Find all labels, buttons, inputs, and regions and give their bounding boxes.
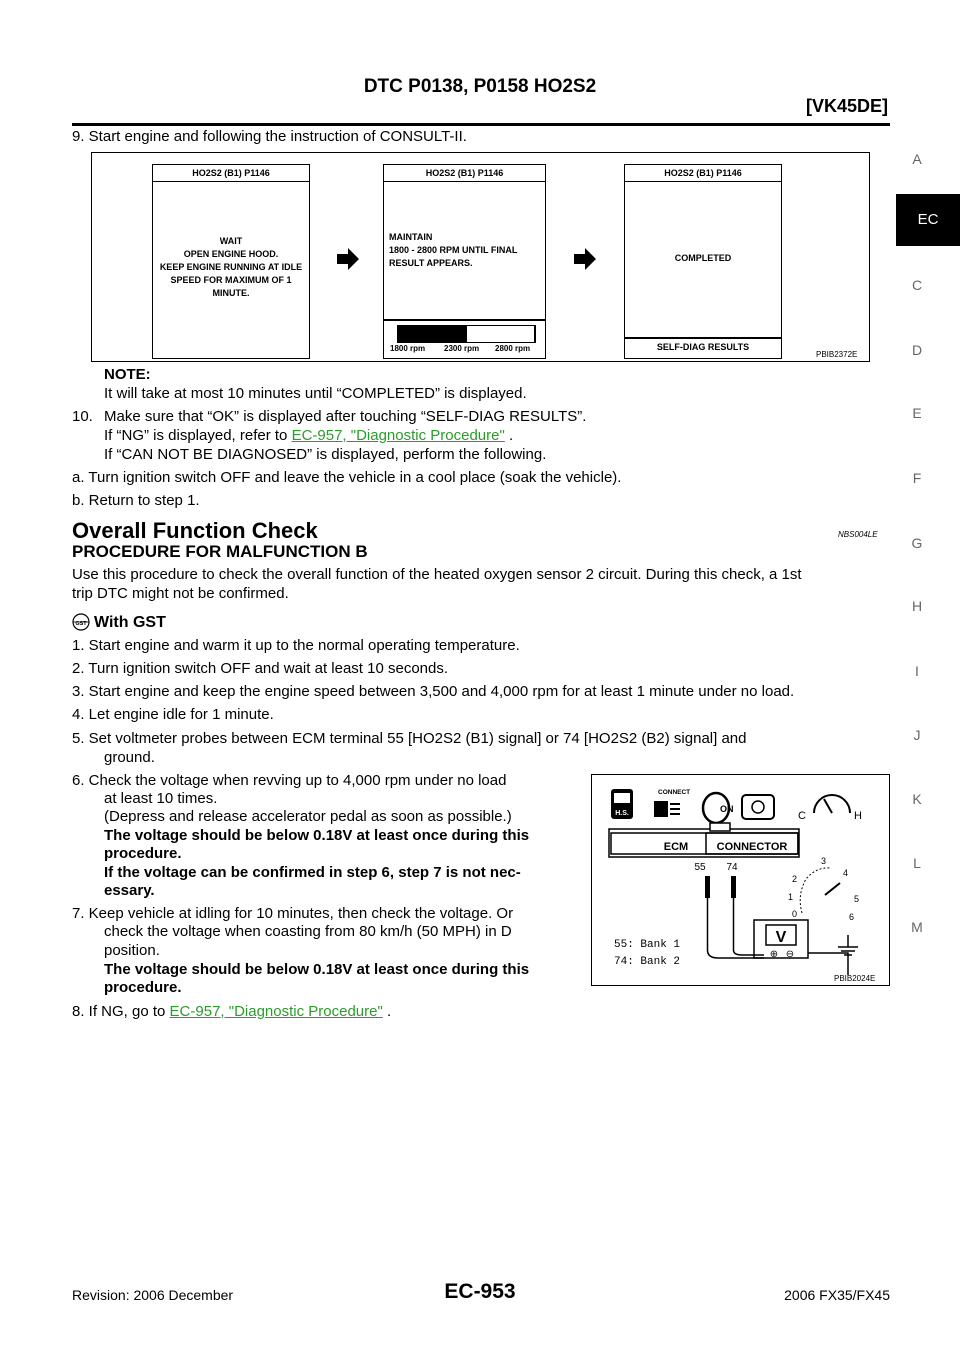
engine-icon	[742, 795, 774, 819]
footer-model: 2006 FX35/FX45	[784, 1287, 890, 1303]
tach-2: 2	[792, 874, 798, 884]
ignition-key-icon	[703, 793, 734, 823]
hand-tool-icon	[611, 789, 633, 819]
side-index-d[interactable]: D	[911, 342, 923, 358]
connect-plug-icon	[654, 789, 690, 817]
step-9: 9. Start engine and following the instruction of CONSULT-II.	[72, 128, 467, 145]
rpm-label-high: 2800 rpm	[495, 344, 531, 353]
gauge-c-label: C	[798, 810, 806, 822]
step-7-line-3: position.	[104, 942, 160, 959]
legend-bank-1: 55: Bank 1	[614, 939, 681, 951]
side-index-l[interactable]: L	[913, 855, 921, 871]
diagnostic-procedure-link[interactable]: EC-957, "Diagnostic Procedure"	[291, 427, 505, 444]
step-8	[72, 1003, 391, 1021]
side-index-g[interactable]: G	[911, 535, 923, 551]
connect-label: CONNECT	[658, 789, 691, 796]
screen-title: HO2S2 (B1) P1146	[384, 165, 545, 182]
side-index-a[interactable]: A	[912, 151, 922, 167]
step-6-line-3: (Depress and release accelerator pedal as soon as possible.)	[104, 808, 512, 825]
consult-screen-wait	[152, 164, 310, 359]
screen-line: SPEED FOR MAXIMUM OF 1 MINUTE.	[170, 275, 292, 298]
gst-label: With GST	[94, 614, 166, 631]
consult-screen-maintain	[383, 164, 546, 359]
hs-label: H.S.	[615, 810, 629, 817]
step-4: 4. Let engine idle for 1 minute.	[72, 706, 274, 723]
side-index-k[interactable]: K	[912, 791, 922, 807]
step-10-line-1: Make sure that “OK” is displayed after touching “SELF-DIAG RESULTS”.	[104, 408, 587, 425]
step-10-line-3: If “CAN NOT BE DIAGNOSED” is displayed, perform the following.	[104, 446, 547, 463]
screen-title: HO2S2 (B1) P1146	[153, 165, 309, 182]
note-label: NOTE:	[104, 366, 151, 383]
self-diag-results-button[interactable]: SELF-DIAG RESULTS	[656, 342, 750, 352]
step-6-line-2: at least 10 times.	[104, 790, 218, 807]
footer-revision: Revision: 2006 December	[72, 1287, 234, 1303]
temperature-gauge-icon	[798, 795, 862, 822]
step-1: 1. Start engine and warm it up to the normal operating temperature.	[72, 637, 520, 654]
text: .	[504, 427, 514, 444]
side-index-f[interactable]: F	[912, 470, 922, 486]
step-6-line-1: 6. Check the voltage when revving up to 4,000 rpm under no load	[72, 772, 507, 789]
side-index-h[interactable]: H	[911, 598, 923, 614]
screen-line: WAIT	[219, 236, 243, 246]
rpm-progress-bar	[397, 325, 536, 343]
rpm-label-low: 1800 rpm	[390, 344, 426, 353]
step-7-line-2: check the voltage when coasting from 80 km/h (50 MPH) in D	[104, 923, 512, 940]
side-index-c[interactable]: C	[911, 277, 923, 293]
tach-0: 0	[792, 909, 798, 919]
tach-3: 3	[821, 856, 827, 866]
consult-screen-completed	[624, 164, 782, 359]
terminal-74-label: 74	[726, 862, 738, 873]
step-5-line-2: ground.	[104, 749, 155, 766]
screen-line: 1800 - 2800 RPM UNTIL FINAL	[389, 245, 518, 255]
intro-line-2: trip DTC might not be confirmed.	[72, 585, 289, 602]
gauge-h-label: H	[854, 810, 862, 822]
side-index-e[interactable]: E	[912, 405, 922, 421]
wiring-diagram	[592, 775, 889, 985]
consult-screens-figure	[91, 152, 870, 362]
step-6-bold-3: If the voltage can be confirmed in step 6, step 7 is not nec-	[104, 864, 521, 881]
note-text: It will take at most 10 minutes until “COMPLETED” is displayed.	[104, 385, 527, 402]
step-a: a. Turn ignition switch OFF and leave the vehicle in a cool place (soak the vehicle).	[72, 469, 622, 486]
procedure-heading: PROCEDURE FOR MALFUNCTION B	[72, 542, 368, 561]
voltmeter-v-label: V	[775, 929, 787, 946]
screen-line: RESULT APPEARS.	[389, 258, 473, 268]
step-3: 3. Start engine and keep the engine speed between 3,500 and 4,000 rpm for at least 1 minute under no load.	[72, 683, 795, 700]
terminal-55-label: 55	[694, 862, 706, 873]
arrow-right-icon	[574, 248, 596, 270]
diagnostic-procedure-link[interactable]: EC-957, "Diagnostic Procedure"	[169, 1003, 383, 1020]
completed-text: COMPLETED	[674, 253, 732, 263]
arrow-right-icon	[337, 248, 359, 270]
text: 8. If NG, go to	[72, 1003, 170, 1020]
screen-line: OPEN ENGINE HOOD.	[183, 249, 279, 259]
connector-label: CONNECTOR	[716, 841, 788, 853]
page-number: EC-953	[444, 1280, 516, 1303]
page-title: DTC P0138, P0158 HO2S2	[363, 76, 597, 97]
tach-6: 6	[849, 912, 855, 922]
step-6-bold-2: procedure.	[104, 845, 182, 862]
section-heading: Overall Function Check	[72, 518, 318, 543]
screen-title: HO2S2 (B1) P1146	[625, 165, 781, 182]
text: .	[382, 1003, 392, 1020]
step-6-bold-4: essary.	[104, 882, 155, 899]
legend-bank-2: 74: Bank 2	[614, 956, 681, 968]
step-7-bold-2: procedure.	[104, 979, 182, 996]
step-10-number: 10.	[72, 408, 93, 425]
gst-icon-text: GST	[75, 621, 87, 627]
step-5-line-1: 5. Set voltmeter probes between ECM terminal 55 [HO2S2 (B1) signal] or 74 [HO2S2 (B2) signal] and	[72, 730, 747, 747]
tachometer-icon	[788, 856, 859, 922]
header-rule	[72, 123, 890, 126]
step-7-bold-1: The voltage should be below 0.18V at least once during this	[104, 961, 530, 978]
figure-id: PBIB2024E	[834, 974, 876, 983]
rpm-progress-fill	[398, 326, 467, 342]
page-subtitle: [VK45DE]	[805, 96, 888, 116]
step-2: 2. Turn ignition switch OFF and wait at least 10 seconds.	[72, 660, 449, 677]
screen-line: KEEP ENGINE RUNNING AT IDLE	[159, 262, 303, 272]
gst-icon	[72, 613, 90, 631]
tach-4: 4	[843, 868, 849, 878]
side-index-i[interactable]: I	[915, 663, 919, 679]
section-tag: NBS004LE	[838, 530, 878, 539]
voltmeter-connection-figure	[591, 774, 890, 986]
step-7-line-1: 7. Keep vehicle at idling for 10 minutes, then check the voltage. Or	[72, 905, 514, 922]
intro-line-1: Use this procedure to check the overall function of the heated oxygen sensor 2 circuit. During this check, a 1st	[72, 566, 802, 583]
step-6-bold-1: The voltage should be below 0.18V at least once during this	[104, 827, 530, 844]
tach-1: 1	[788, 892, 794, 902]
minus-terminal: ⊖	[785, 949, 795, 960]
step-b: b. Return to step 1.	[72, 492, 200, 509]
side-index-m[interactable]: M	[911, 919, 923, 935]
figure-id: PBIB2372E	[816, 350, 858, 359]
text: If “NG” is displayed, refer to	[104, 427, 292, 444]
side-index-ec-active[interactable]: EC	[896, 194, 960, 246]
step-10-line-2	[104, 427, 513, 445]
side-index-j[interactable]: J	[913, 727, 921, 743]
screen-line: MAINTAIN	[389, 232, 433, 242]
ecm-label: ECM	[663, 841, 689, 853]
on-label: ON	[720, 804, 734, 814]
tach-5: 5	[854, 894, 860, 904]
rpm-label-mid: 2300 rpm	[444, 344, 480, 353]
plus-terminal: ⊕	[769, 949, 779, 960]
